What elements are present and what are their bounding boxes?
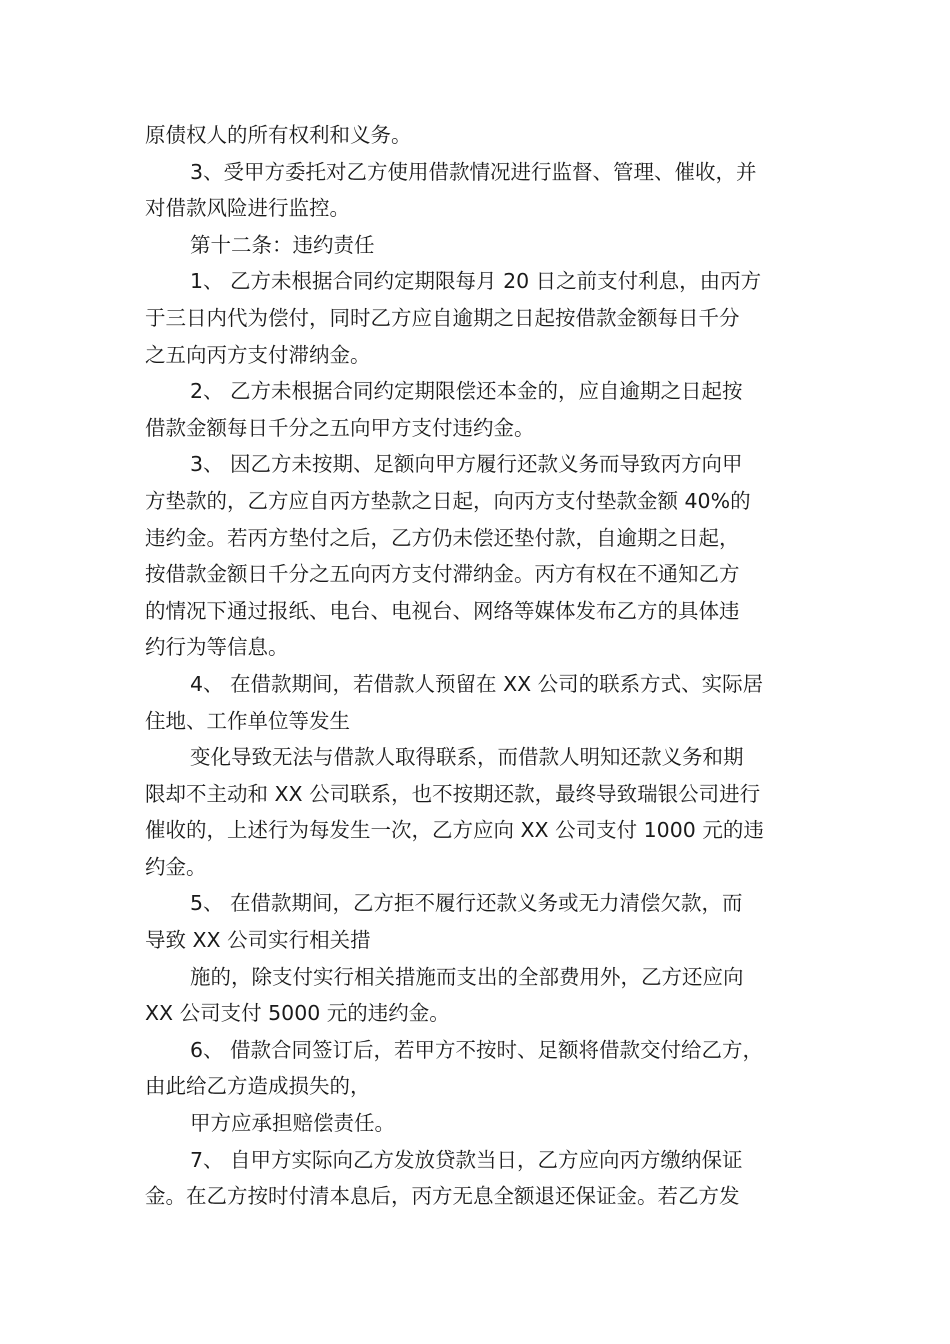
text-line: 对借款风险进行监控。 [145, 196, 350, 221]
text-line: 限却不主动和 XX 公司联系，也不按期还款，最终导致瑞银公司进行 [145, 781, 761, 806]
text-line: 甲方应承担赔偿责任。 [190, 1111, 395, 1136]
text-line: 2、 乙方未根据合同约定期限偿还本金的，应自逾期之日起按 [190, 379, 743, 404]
text-line: 6、 借款合同签订后，若甲方不按时、足额将借款交付给乙方， [190, 1037, 764, 1062]
text-line: 第十二条：违约责任 [190, 232, 375, 257]
text-line: 的情况下通过报纸、电台、电视台、网络等媒体发布乙方的具体违 [145, 598, 740, 623]
text-line: 5、 在借款期间，乙方拒不履行还款义务或无力清偿欠款，而 [190, 891, 743, 916]
text-line: 约金。 [145, 854, 207, 879]
text-line: 施的，除支付实行相关措施而支出的全部费用外，乙方还应向 [190, 964, 744, 989]
document-body [145, 117, 825, 1215]
text-line: 由此给乙方造成损失的， [145, 1074, 371, 1099]
text-line: 按借款金额日千分之五向丙方支付滞纳金。丙方有权在不通知乙方 [145, 562, 740, 587]
text-line: 变化导致无法与借款人取得联系，而借款人明知还款义务和期 [190, 745, 744, 770]
text-line: XX 公司支付 5000 元的违约金。 [145, 1001, 450, 1026]
text-line: 之五向丙方支付滞纳金。 [145, 342, 371, 367]
text-line: 3、受甲方委托对乙方使用借款情况进行监督、管理、催收，并 [190, 159, 757, 184]
text-line: 催收的，上述行为每发生一次，乙方应向 XX 公司支付 1000 元的违 [145, 818, 764, 843]
text-line: 7、 自甲方实际向乙方发放贷款当日，乙方应向丙方缴纳保证 [190, 1147, 743, 1172]
text-line: 原债权人的所有权利和义务。 [145, 123, 412, 147]
text-line: 1、 乙方未根据合同约定期限每月 20 日之前支付利息，由丙方 [190, 269, 762, 294]
text-line: 金。在乙方按时付清本息后，丙方无息全额退还保证金。若乙方发 [145, 1184, 740, 1209]
text-line: 于三日内代为偿付，同时乙方应自逾期之日起按借款金额每日千分 [145, 305, 740, 330]
text-line: 3、 因乙方未按期、足额向甲方履行还款义务而导致丙方向甲 [190, 452, 743, 477]
text-line: 导致 XX 公司实行相关措 [145, 928, 371, 953]
text-line: 约行为等信息。 [145, 635, 289, 660]
text-line: 违约金。若丙方垫付之后，乙方仍未偿还垫付款，自逾期之日起， [145, 525, 740, 550]
text-line: 方垫款的，乙方应自丙方垫款之日起，向丙方支付垫款金额 40%的 [145, 488, 751, 513]
text-line: 4、 在借款期间，若借款人预留在 XX 公司的联系方式、实际居 [190, 671, 764, 696]
text-line: 借款金额每日千分之五向甲方支付违约金。 [145, 415, 535, 440]
text-line: 住地、工作单位等发生 [145, 708, 350, 733]
